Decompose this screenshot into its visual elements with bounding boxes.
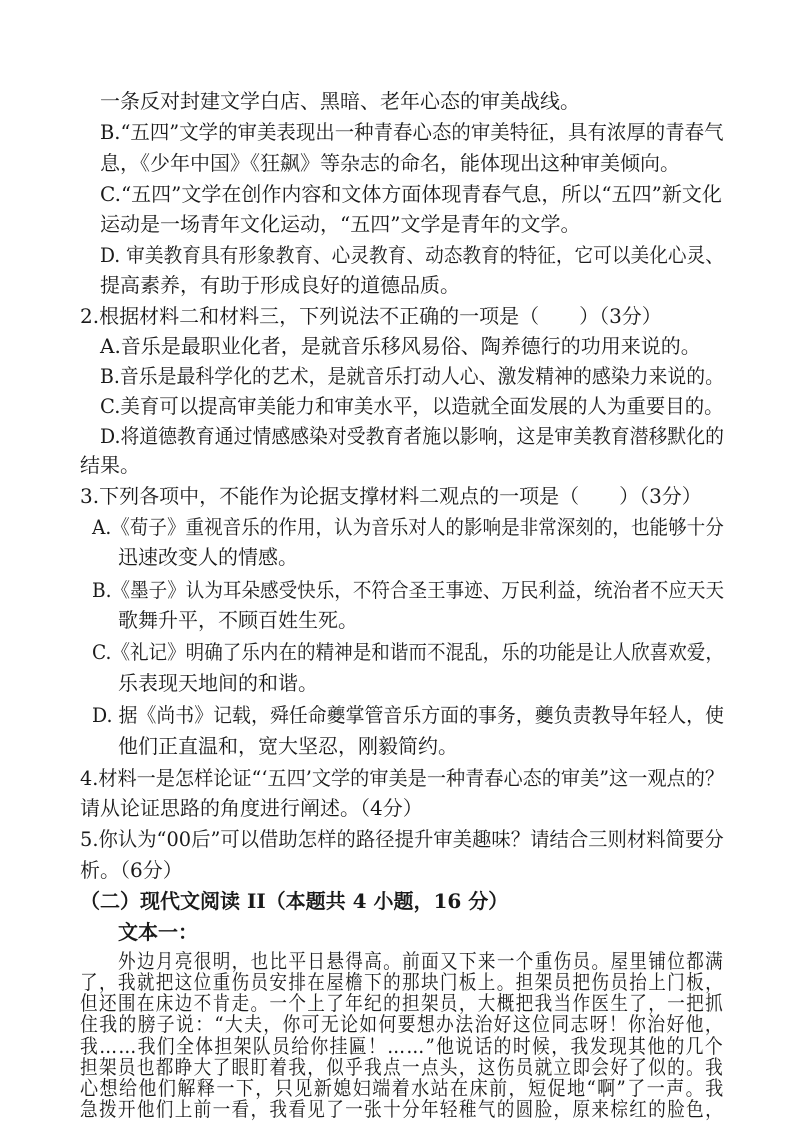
passage-line: 但还围在床边不肯走。一个上了年纪的担架员，大概把我当作医生了，一把抓 bbox=[80, 991, 725, 1016]
q3-option-a: A.《荀子》重视音乐的作用，认为音乐对人的影响是非常深刻的，也能够十分 bbox=[92, 515, 724, 539]
q3-stem: 3.下列各项中，不能作为论据支撑材料二观点的一项是（ ）（3分） bbox=[80, 484, 702, 508]
q3-option-c-cont: 乐表现天地间的和谐。 bbox=[118, 671, 318, 695]
passage-line: 担架员也都睁大了眼盯着我，似乎我点一点头，这伤员就立即会好了似的。我 bbox=[80, 1054, 725, 1079]
q3-option-b: B.《墨子》认为耳朵感受快乐，不符合圣王事迹、万民利益，统治者不应天天 bbox=[92, 578, 725, 602]
q2-option-d-cont: 结果。 bbox=[80, 453, 140, 477]
q1-option-d-cont: 提高素养，有助于形成良好的道德品质。 bbox=[100, 273, 460, 297]
passage-line: 外边月亮很明，也比平日悬得高。前面又下来一个重伤员。屋里铺位都满 bbox=[118, 949, 725, 973]
q2-option-c: C.美育可以提高审美能力和审美水平，以造就全面发展的人为重要目的。 bbox=[100, 394, 724, 418]
q5-stem-cont: 析。（6分） bbox=[80, 858, 183, 882]
q1-option-d: D. 审美教育具有形象教育、心灵教育、动态教育的特征，它可以美化心灵、 bbox=[100, 243, 724, 267]
q5-stem: 5.你认为“00后”可以借助怎样的路径提升审美趣味？请结合三则材料简要分 bbox=[80, 827, 724, 851]
text-one-label: 文本一： bbox=[118, 920, 198, 944]
q3-option-d-cont: 他们正直温和，宽大坚忍，刚毅简约。 bbox=[118, 734, 458, 758]
q2-option-d: D.将道德教育通过情感感染对受教育者施以影响，这是审美教育潜移默化的 bbox=[100, 424, 724, 448]
q1-option-c-cont: 运动是一场青年文化运动，“五四”文学是青年的文学。 bbox=[100, 212, 581, 236]
q4-stem-cont: 请从论证思路的角度进行阐述。（4分） bbox=[80, 796, 423, 820]
q4-stem: 4.材料一是怎样论证“‘五四’文学的审美是一种青春心态的审美”这一观点的？ bbox=[80, 766, 725, 790]
q3-option-d: D. 据《尚书》记载，舜任命夔掌管音乐方面的事务，夔负责教导年轻人，使 bbox=[92, 703, 724, 727]
passage-line: 我……我们全体担架队员给你挂匾！……”他说话的时候，我发现其他的几个 bbox=[80, 1033, 725, 1058]
q3-option-b-cont: 歌舞升平，不顾百姓生死。 bbox=[118, 608, 358, 632]
q3-option-a-cont: 迅速改变人的情感。 bbox=[118, 545, 298, 569]
q2-option-a: A.音乐是最职业化者，是就音乐移风易俗、陶养德行的功用来说的。 bbox=[100, 334, 701, 358]
passage-line: 急拨开他们上前一看，我看见了一张十分年轻稚气的圆脸，原来棕红的脸色， bbox=[80, 1096, 725, 1121]
q1-option-b: B.“五四”文学的审美表现出一种青春心态的审美特征，具有浓厚的青春气 bbox=[100, 120, 724, 144]
passage-line: 了，我就把这位重伤员安排在屋檐下的那块门板上。担架员把伤员抬上门板， bbox=[80, 970, 725, 995]
q1-option-c: C.“五四”文学在创作内容和文体方面体现青春气息，所以“五四”新文化 bbox=[100, 182, 722, 206]
passage-line: 心想给他们解释一下，只见新媳妇端着水站在床前，短促地“啊”了一声。我 bbox=[80, 1075, 725, 1100]
section-heading: （二）现代文阅读 II（本题共 4 小题，16 分） bbox=[80, 889, 509, 913]
q3-option-c: C.《礼记》明确了乐内在的精神是和谐而不混乱，乐的功能是让人欣喜欢爱， bbox=[92, 640, 724, 664]
q2-stem: 2.根据材料二和材料三，下列说法不正确的一项是（ ）（3分） bbox=[80, 304, 662, 328]
q2-option-b: B.音乐是最科学化的艺术，是就音乐打动人心、激发精神的感染力来说的。 bbox=[100, 364, 725, 388]
q1-option-b-cont: 息，《少年中国》《狂飙》等杂志的命名，能体现出这种审美倾向。 bbox=[100, 151, 680, 175]
option-a-continuation: 一条反对封建文学白店、黑暗、老年心态的审美战线。 bbox=[100, 89, 580, 113]
passage-line: 住我的膀子说：“大夫，你可无论如何要想办法治好这位同志呀！你治好他， bbox=[80, 1012, 725, 1037]
